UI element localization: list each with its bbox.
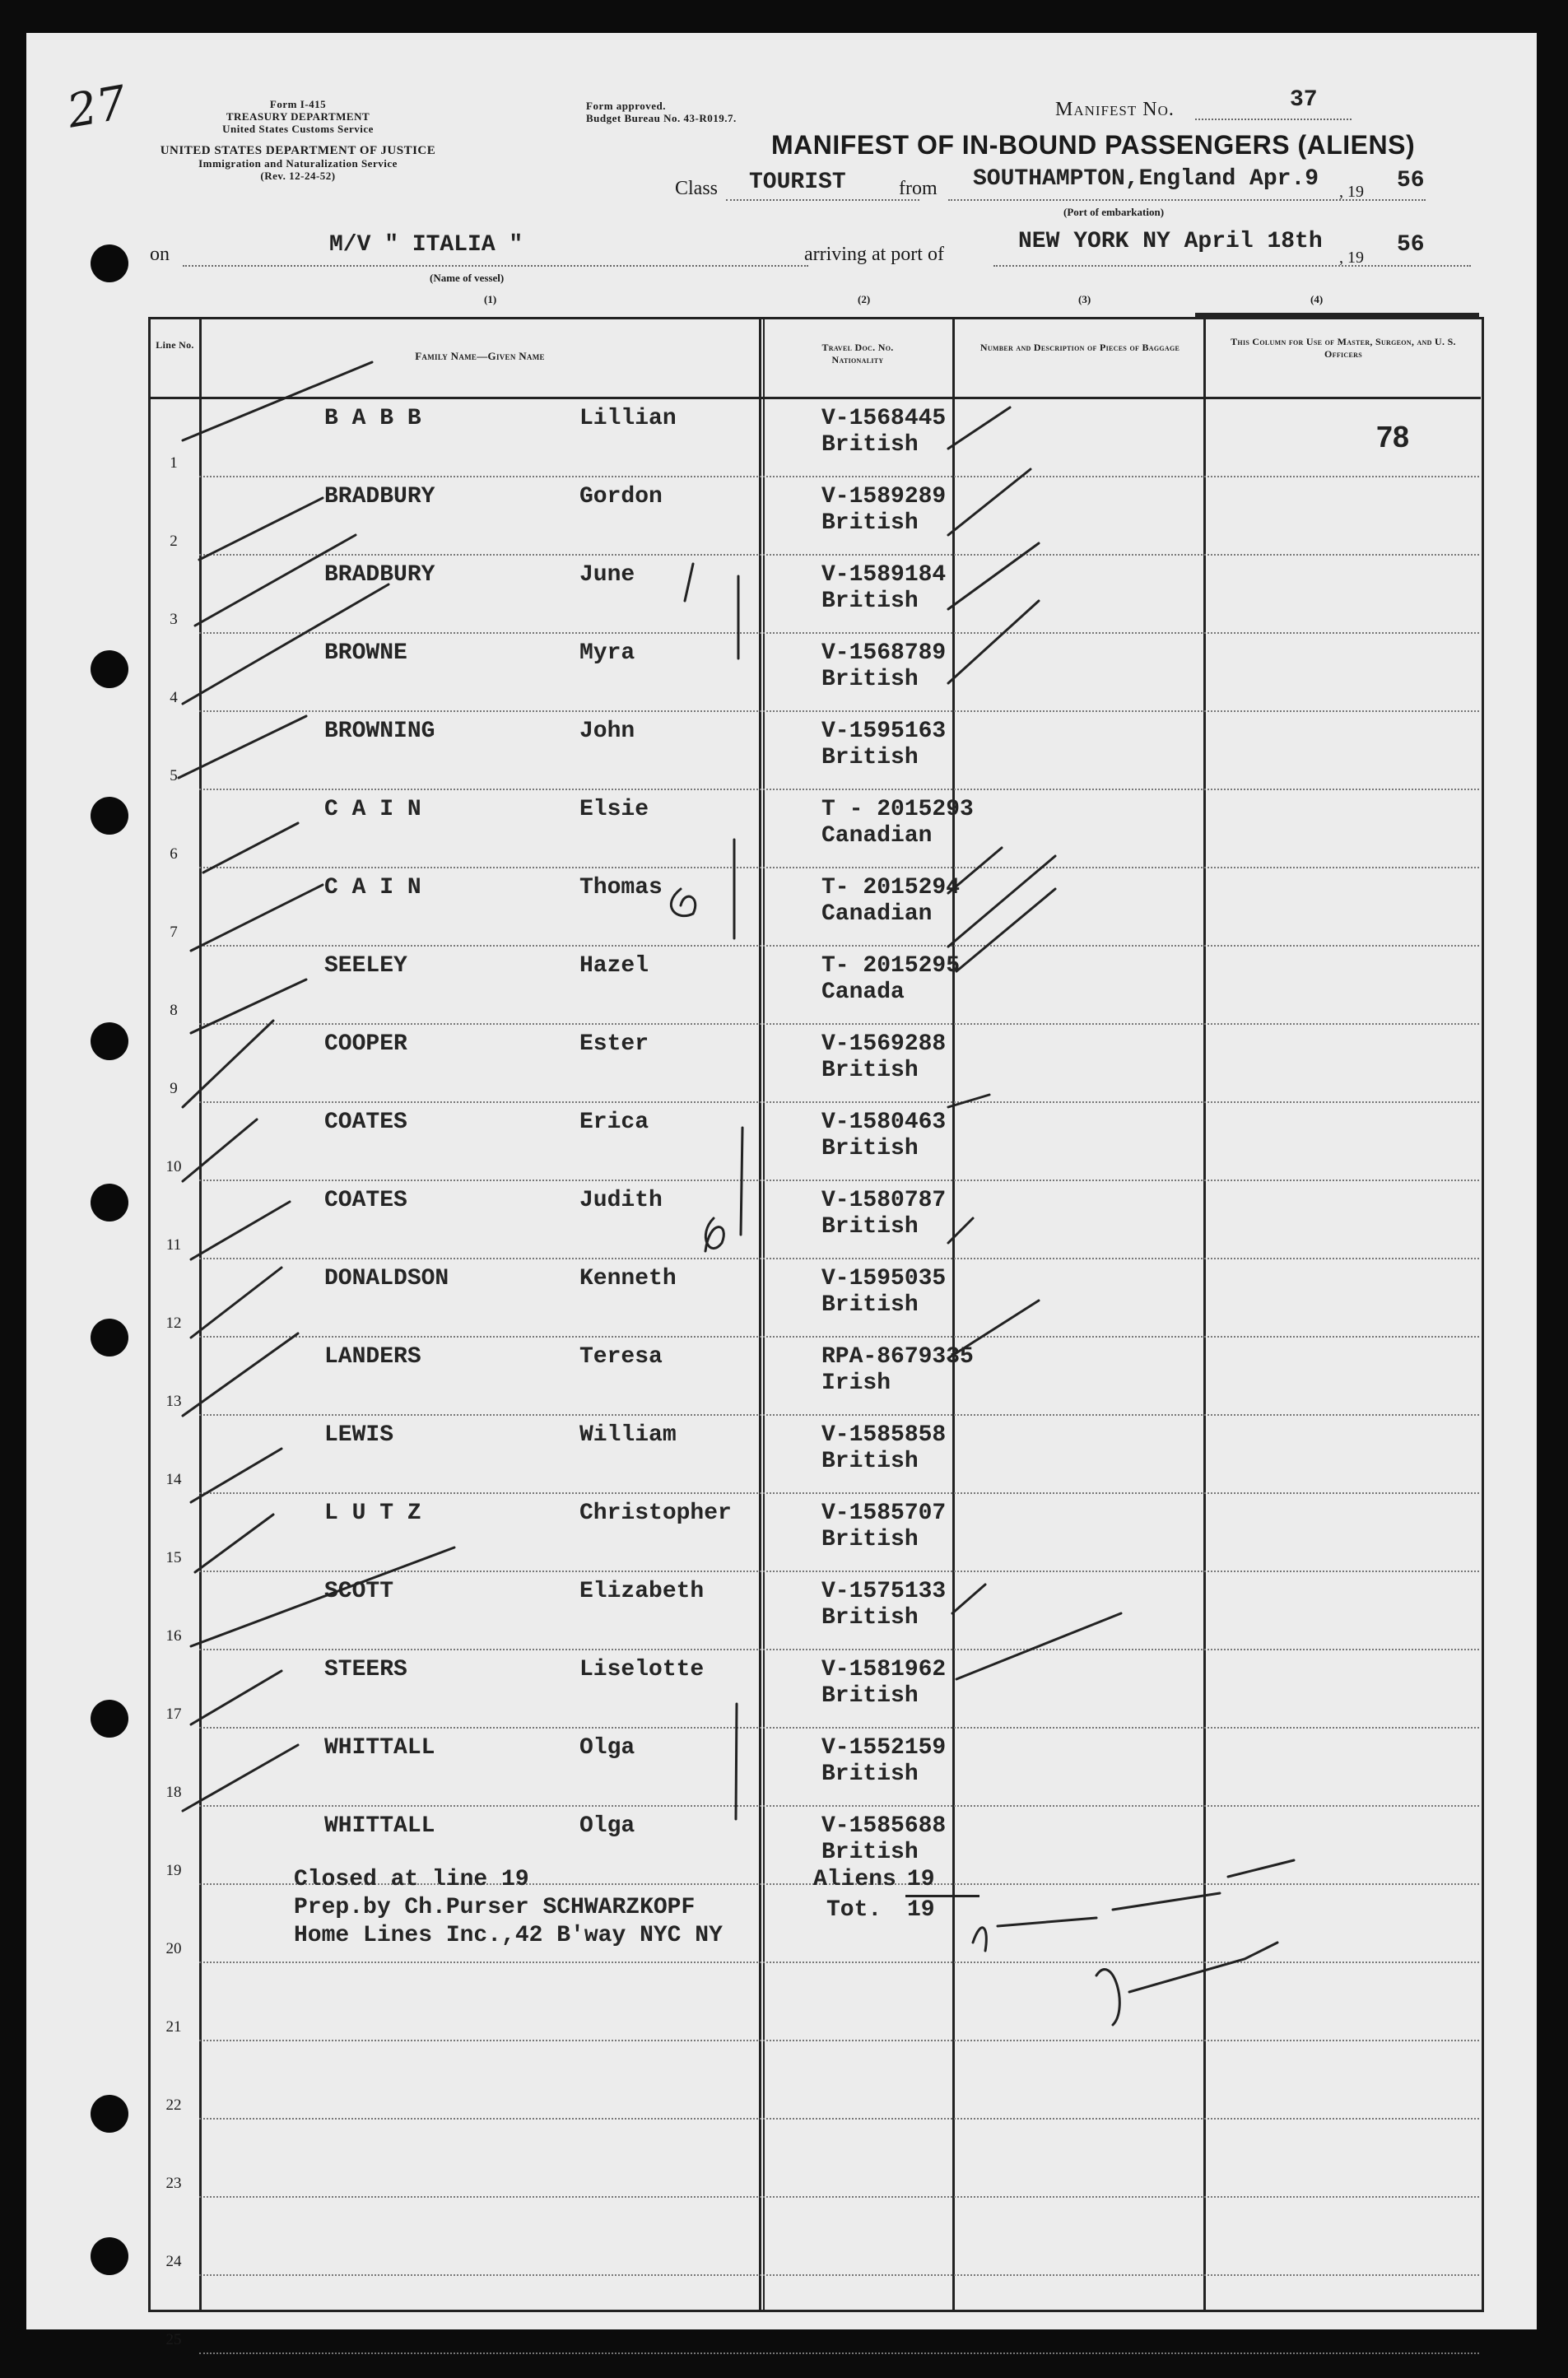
nationality: British <box>821 1683 919 1709</box>
travel-doc-number: V-1595163 <box>821 719 947 744</box>
nationality: British <box>821 667 919 692</box>
family-name: BROWNING <box>324 719 435 744</box>
family-name: DONALDSON <box>324 1266 449 1291</box>
family-name: BRADBURY <box>324 562 435 588</box>
col-head-officers: This Column for Use of Master, Surgeon, and U. S. Officers <box>1231 336 1456 360</box>
officer-note: 78 <box>1376 420 1410 454</box>
line-number: 24 <box>165 2253 182 2270</box>
col-num-4: (4) <box>1310 293 1324 305</box>
line-number: 8 <box>170 1002 178 1019</box>
handwritten-marks <box>26 33 1537 2329</box>
line-number: 14 <box>165 1471 182 1488</box>
nationality: British <box>821 1840 919 1865</box>
prepared-by: Prep.by Ch.Purser SCHWARZKOPF <box>294 1895 696 1920</box>
family-name: LANDERS <box>324 1344 421 1370</box>
travel-doc-number: V-1552159 <box>821 1735 947 1761</box>
family-name: WHITTALL <box>324 1813 435 1839</box>
given-name: Elizabeth <box>579 1579 705 1604</box>
line-number: 16 <box>165 1627 182 1645</box>
travel-doc-number: V-1575133 <box>821 1579 947 1604</box>
nationality: British <box>821 1292 919 1318</box>
ins-service: Immigration and Naturalization Service <box>198 157 398 170</box>
year-prefix: , 19 <box>1339 183 1364 201</box>
line-number: 13 <box>165 1393 182 1410</box>
travel-doc-number: V-1585858 <box>821 1422 947 1448</box>
travel-doc-number: V-1581962 <box>821 1657 947 1682</box>
family-name: SCOTT <box>324 1579 394 1604</box>
nationality: British <box>821 1605 919 1631</box>
line-number: 7 <box>170 924 178 941</box>
given-name: Liselotte <box>579 1657 705 1682</box>
family-name: B A B B <box>324 406 421 431</box>
family-name: SEELEY <box>324 953 407 979</box>
given-name: Thomas <box>579 875 663 900</box>
nationality: British <box>821 589 919 614</box>
closed-at-line: Closed at line 19 <box>294 1867 529 1892</box>
travel-doc-number: V-1595035 <box>821 1266 947 1291</box>
line-number: 21 <box>165 2018 182 2036</box>
col-num-1: (1) <box>484 293 497 305</box>
family-name: BROWNE <box>324 640 407 666</box>
line-number: 4 <box>170 689 178 706</box>
family-name: C A I N <box>324 875 421 900</box>
travel-doc-number: V-1568445 <box>821 406 947 431</box>
nationality: British <box>821 1058 919 1083</box>
travel-doc-number: V-1589184 <box>821 562 947 588</box>
nationality: Irish <box>821 1370 891 1396</box>
col-num-2: (2) <box>858 293 871 305</box>
corner-handwritten-mark: 27 <box>63 76 131 139</box>
line-number: 11 <box>165 1236 182 1254</box>
nationality: British <box>821 1527 919 1552</box>
nationality: Canadian <box>821 901 933 927</box>
travel-doc-number: V-1580463 <box>821 1110 947 1135</box>
total-label: Tot. <box>826 1897 882 1923</box>
line-number: 2 <box>170 533 178 550</box>
line-number: 17 <box>165 1706 182 1723</box>
travel-doc-number: V-1569288 <box>821 1031 947 1057</box>
row-rule <box>199 2352 1479 2354</box>
given-name: John <box>579 719 635 744</box>
budget-bureau: Budget Bureau No. 43-R019.7. <box>586 111 737 124</box>
line-number: 6 <box>170 845 178 863</box>
family-name: STEERS <box>324 1657 407 1682</box>
form-number: Form I-415 <box>269 98 327 110</box>
col-head-line: Line No. <box>156 339 194 351</box>
customs-service: United States Customs Service <box>222 122 374 135</box>
given-name: Elsie <box>579 797 649 822</box>
aliens-count: 19 <box>907 1867 935 1892</box>
port-of-embarkation: SOUTHAMPTON,England Apr.9 <box>973 166 1319 192</box>
vessel-name: M/V " ITALIA " <box>329 232 523 258</box>
nationality: Canada <box>821 980 905 1005</box>
line-number: 25 <box>165 2331 182 2348</box>
given-name: Ester <box>579 1031 649 1057</box>
on-label: on <box>150 244 170 265</box>
total-count: 19 <box>907 1897 935 1923</box>
travel-doc-number: V-1589289 <box>821 484 947 510</box>
col-head-baggage: Number and Description of Pieces of Baggage <box>979 342 1180 353</box>
manifest-number: 37 <box>1290 87 1318 113</box>
given-name: Christopher <box>579 1501 732 1526</box>
travel-doc-number: T- 2015294 <box>821 875 961 900</box>
given-name: Lillian <box>579 406 677 431</box>
line-number: 19 <box>165 1862 182 1879</box>
given-name: June <box>579 562 635 588</box>
travel-doc-number: V-1568789 <box>821 640 947 666</box>
given-name: Olga <box>579 1735 635 1761</box>
family-name: COATES <box>324 1188 407 1213</box>
given-name: Erica <box>579 1110 649 1135</box>
line-number: 15 <box>165 1549 182 1566</box>
form-revision: (Rev. 12-24-52) <box>260 170 336 182</box>
given-name: Hazel <box>579 953 649 979</box>
travel-doc-number: V-1585707 <box>821 1501 947 1526</box>
line-number: 23 <box>165 2175 182 2192</box>
col-head-name: Family Name—Given Name <box>415 350 545 362</box>
port-of-arrival: NEW YORK NY April 18th <box>1018 229 1323 254</box>
line-number: 9 <box>170 1080 178 1097</box>
line-number: 20 <box>165 1940 182 1957</box>
port-embarkation-caption: (Port of embarkation) <box>1063 206 1165 218</box>
given-name: Myra <box>579 640 635 666</box>
family-name: COATES <box>324 1110 407 1135</box>
travel-doc-number: T - 2015293 <box>821 797 974 822</box>
nationality: British <box>821 1136 919 1161</box>
col-num-3: (3) <box>1078 293 1091 305</box>
nationality: British <box>821 1449 919 1474</box>
nationality: British <box>821 510 919 536</box>
family-name: L U T Z <box>324 1501 421 1526</box>
family-name: WHITTALL <box>324 1735 435 1761</box>
given-name: Teresa <box>579 1344 663 1370</box>
class-label: Class <box>675 178 719 199</box>
nationality: Canadian <box>821 823 933 849</box>
family-name: C A I N <box>324 797 421 822</box>
class-value: TOURIST <box>749 170 846 195</box>
embark-year: 56 <box>1397 168 1425 193</box>
line-number: 10 <box>165 1158 182 1175</box>
given-name: Judith <box>579 1188 663 1213</box>
line-number: 5 <box>170 767 178 784</box>
arrival-year: 56 <box>1397 232 1425 258</box>
nationality: British <box>821 1761 919 1787</box>
family-name: LEWIS <box>324 1422 394 1448</box>
given-name: Olga <box>579 1813 635 1839</box>
travel-doc-number: T- 2015295 <box>821 953 961 979</box>
year-prefix: , 19 <box>1339 249 1364 267</box>
travel-doc-number: RPA-8679335 <box>821 1344 974 1370</box>
given-name: Gordon <box>579 484 663 510</box>
nationality: British <box>821 432 919 458</box>
from-label: from <box>899 178 938 199</box>
line-number: 22 <box>165 2096 182 2114</box>
family-name: BRADBURY <box>324 484 435 510</box>
nationality: British <box>821 745 919 770</box>
aliens-label: Aliens <box>813 1867 896 1892</box>
shipping-company: Home Lines Inc.,42 B'way NYC NY <box>294 1923 723 1948</box>
line-number: 18 <box>165 1784 182 1801</box>
justice-dept: UNITED STATES DEPARTMENT OF JUSTICE <box>160 143 436 157</box>
given-name: William <box>579 1422 677 1448</box>
vessel-caption: (Name of vessel) <box>430 272 505 284</box>
manifest-page <box>26 33 1537 2348</box>
nationality: British <box>821 1214 919 1240</box>
travel-doc-number: V-1580787 <box>821 1188 947 1213</box>
manifest-number-label: Manifest No. <box>1055 99 1175 120</box>
line-number: 3 <box>170 611 178 628</box>
family-name: COOPER <box>324 1031 407 1057</box>
line-number: 1 <box>170 454 178 472</box>
col-head-doc: Travel Doc. No. Nationality <box>821 342 894 365</box>
form-approved: Form approved. <box>586 100 667 112</box>
treasury-dept: TREASURY DEPARTMENT <box>226 109 370 123</box>
page-title: MANIFEST OF IN-BOUND PASSENGERS (ALIENS) <box>771 130 1416 160</box>
line-number: 12 <box>165 1315 182 1332</box>
travel-doc-number: V-1585688 <box>821 1813 947 1839</box>
given-name: Kenneth <box>579 1266 677 1291</box>
arriving-label: arriving at port of <box>804 244 944 265</box>
